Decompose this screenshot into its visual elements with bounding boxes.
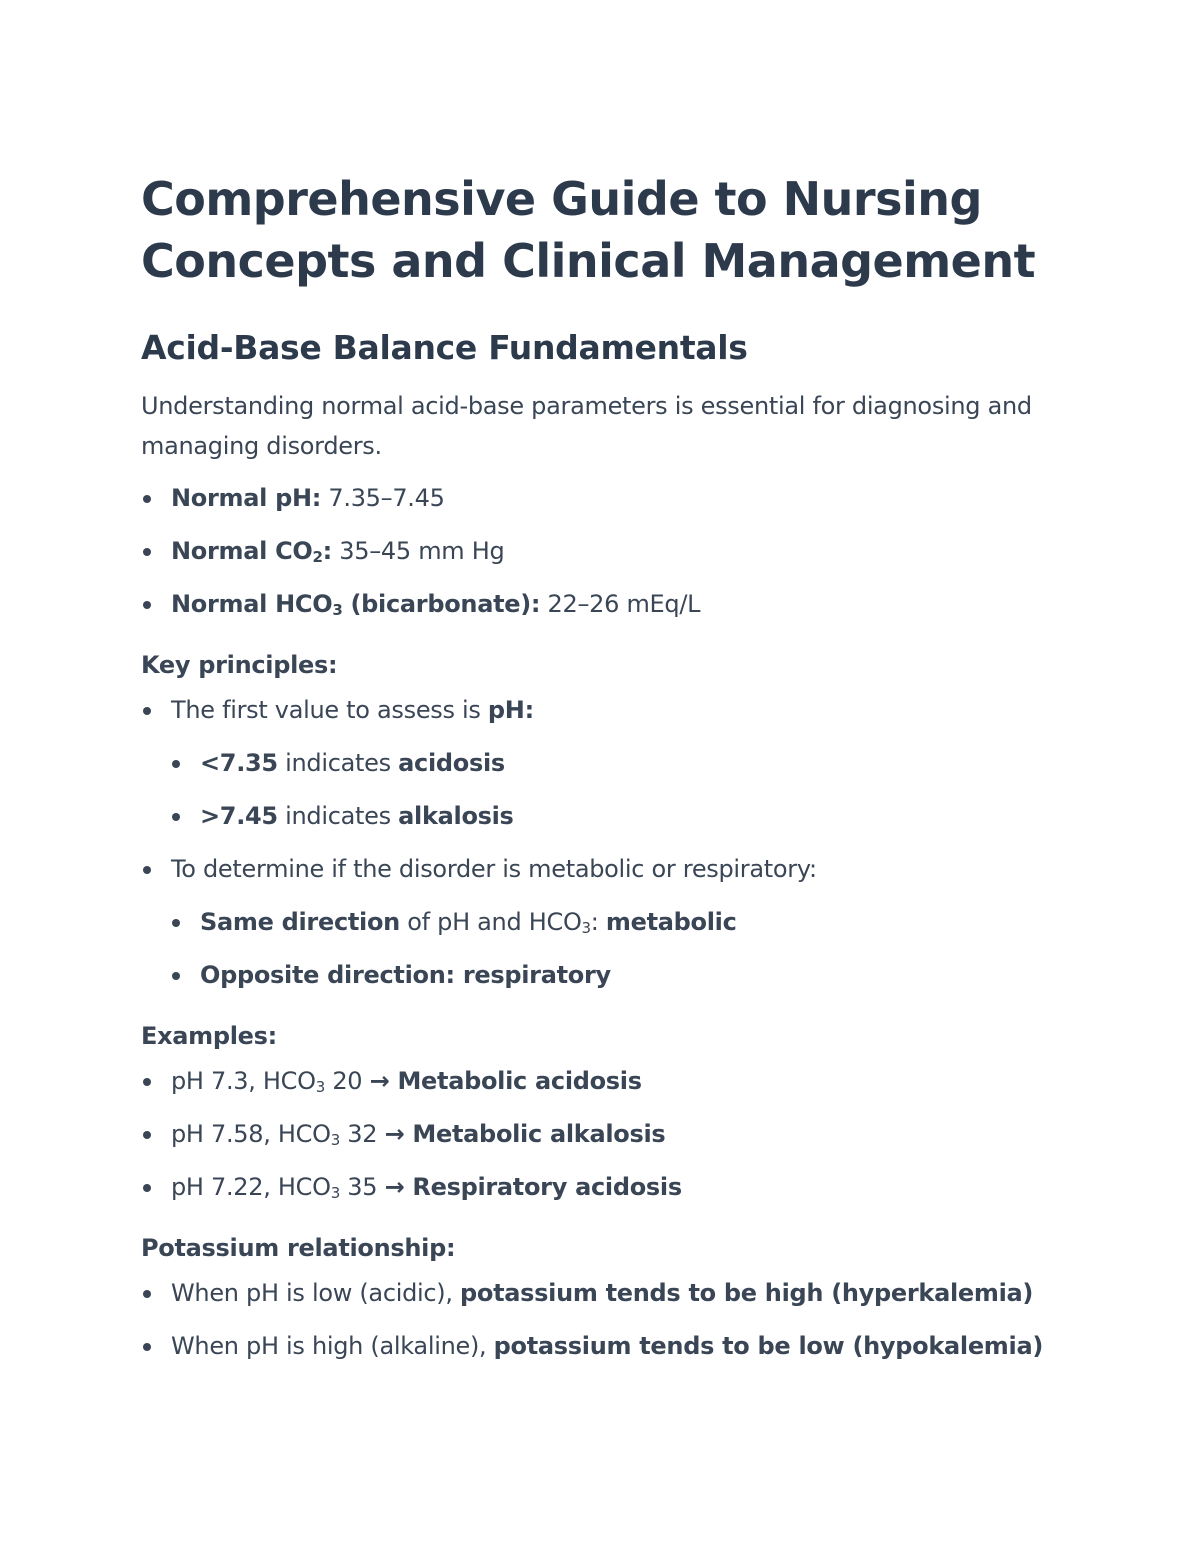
list-item: pH 7.58, $HCO_3$ 32 → Metabolic alkalosis (141, 1112, 1061, 1165)
arrow-right-icon: → (369, 1067, 390, 1095)
list-item: Normal $HCO_3$ (bicarbonate): 22–26 mEq/L (141, 582, 1061, 635)
potassium-list (141, 1271, 1061, 1377)
bullet-icon (172, 972, 180, 980)
list-item: pH 7.3, $HCO_3$ 20 → Metabolic acidosis (141, 1059, 1061, 1112)
intro-paragraph: Understanding normal acid-base parameters is essential for diagnosing and managing disorders. (141, 392, 1032, 460)
bullet-icon (143, 866, 151, 874)
list-item-nested: >7.45 indicates alkalosis (141, 794, 1061, 847)
bullet-icon (172, 813, 180, 821)
list-item-nested: <7.35 indicates acidosis (141, 741, 1061, 794)
bullet-icon (143, 495, 151, 503)
potassium-heading: Potassium relationship: (141, 1234, 456, 1262)
examples-list (141, 1059, 1061, 1218)
list-item: The first value to assess is pH: (141, 688, 1061, 741)
examples-heading: Examples: (141, 1022, 277, 1050)
list-item-nested: Opposite direction: respiratory (141, 953, 1061, 1006)
list-item: To determine if the disorder is metabolic or respiratory: (141, 847, 1061, 900)
arrow-right-icon: → (384, 1173, 405, 1201)
section-title: Acid-Base Balance Fundamentals (141, 328, 748, 367)
bullet-icon (143, 1131, 151, 1139)
bullet-icon (143, 601, 151, 609)
bullet-icon (172, 919, 180, 927)
list-item: Normal pH: 7.35–7.45 (141, 476, 1061, 529)
bullet-icon (143, 1343, 151, 1351)
list-item: When pH is low (acidic), potassium tends to be high (hyperkalemia) (141, 1271, 1061, 1324)
list-item-nested: Same direction of pH and $HCO_3$: metabolic (141, 900, 1061, 953)
bullet-icon (143, 707, 151, 715)
key-principles-list (141, 688, 1061, 1006)
list-item: When pH is high (alkaline), potassium tends to be low (hypokalemia) (141, 1324, 1061, 1377)
key-principles-heading: Key principles: (141, 651, 338, 679)
normal-values-list (141, 476, 1061, 635)
bullet-icon (143, 1290, 151, 1298)
bullet-icon (143, 1184, 151, 1192)
bullet-icon (143, 1078, 151, 1086)
list-item: Normal $CO_2$: 35–45 mm Hg (141, 529, 1061, 582)
bullet-icon (172, 760, 180, 768)
arrow-right-icon: → (384, 1120, 405, 1148)
list-item: pH 7.22, $HCO_3$ 35 → Respiratory acidosis (141, 1165, 1061, 1218)
page-title: Comprehensive Guide to Nursing Concepts and Clinical Management (141, 172, 1036, 288)
bullet-icon (143, 548, 151, 556)
document-content (141, 168, 1061, 1377)
